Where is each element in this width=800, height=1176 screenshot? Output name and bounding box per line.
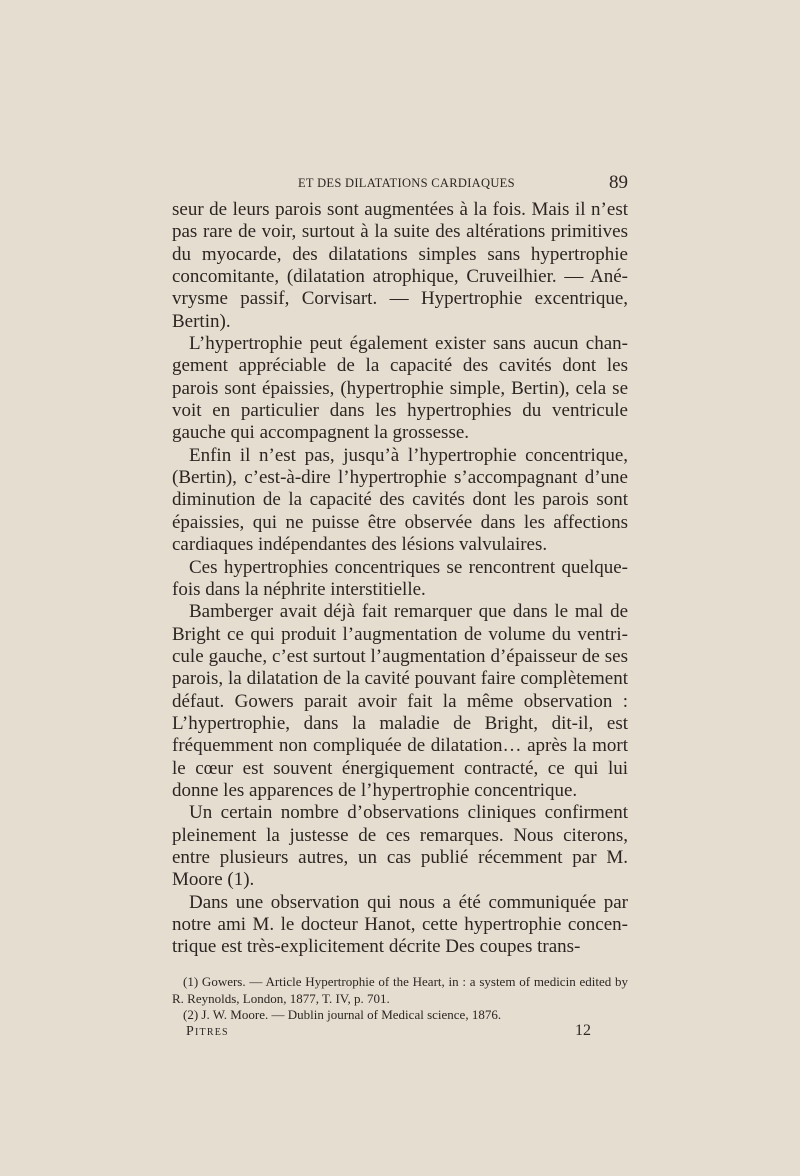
paragraph: L’hypertrophie peut également exister sans aucun changement appréciable de la capacité des cavités dont les parois sont épaissies, (hypertrophie simple, Bertin), cela se voit en particulier dans les hypertrophies du ventricule gauche qui accompagnent la grossesse. (172, 333, 628, 444)
paragraph-continuation: seur de leurs parois sont augmentées à la fois. Mais il n’est pas rare de voir, surtout à la suite des altérations primitives du myocarde, des dilatations simples sans hypertrophie concomitante, (dilatation atrophique, Cruveilhier. — Anévrysme passif, Corvisart. — Hypertrophie excentrique, Bertin). (172, 199, 628, 332)
paragraph: Dans une observation qui nous a été communiquée par notre ami M. le docteur Hanot, cette hypertrophie concentrique est très-explicitement décrite Des coupes trans- (172, 891, 628, 958)
footnotes (172, 974, 628, 1024)
running-title: ET DES DILATATIONS CARDIAQUES (298, 176, 515, 190)
printer-signature: Pitres (186, 1024, 229, 1039)
paragraph: Un certain nombre d’observations cliniques confirment pleinement la justesse de ces remarques. Nous citerons, entre plusieurs autres, un cas publié récemment par M. Moore (1). (172, 802, 628, 891)
paragraph: Ces hypertrophies concentriques se rencontrent quelquefois dans la néphrite interstitielle. (172, 556, 628, 600)
paragraph: Enfin il n’est pas, jusqu’à l’hypertrophie concentrique, (Bertin), c’est-à-dire l’hypertrophie s’accompagnant d’une diminution de la capacité des cavités dont les parois sont épaissies, qui ne puisse être observée dans les affections cardiaques indépendantes des lésions valvulaires. (172, 444, 628, 556)
footnote: (1) Gowers. — Article Hypertrophie of the Heart, in : a system of medicin edited by R. Reynolds, London, 1877, T. IV, p. 701. (172, 974, 628, 1006)
paragraph: Bamberger avait déjà fait remarquer que dans le mal de Bright ce qui produit l’augmentation de volume du ventricule gauche, c’est surtout l’augmentation d’épaisseur de ses parois, la dilatation de la cavité pouvant faire complètement défaut. Gowers parait avoir fait la même observation : L’hypertrophie, dans la maladie de Bright, dit-il, est fréquemment non compliquée de dilatation… après la mort le cœur est souvent énergiquement contracté, ce qui lui donne les apparences de l’hypertrophie concentrique. (172, 601, 628, 801)
page-number: 89 (609, 172, 628, 193)
body-text (172, 199, 628, 959)
sheet-number: 12 (575, 1022, 591, 1039)
running-head (172, 174, 628, 194)
footnote: (2) J. W. Moore. — Dublin journal of Medical science, 1876. (183, 1007, 502, 1022)
